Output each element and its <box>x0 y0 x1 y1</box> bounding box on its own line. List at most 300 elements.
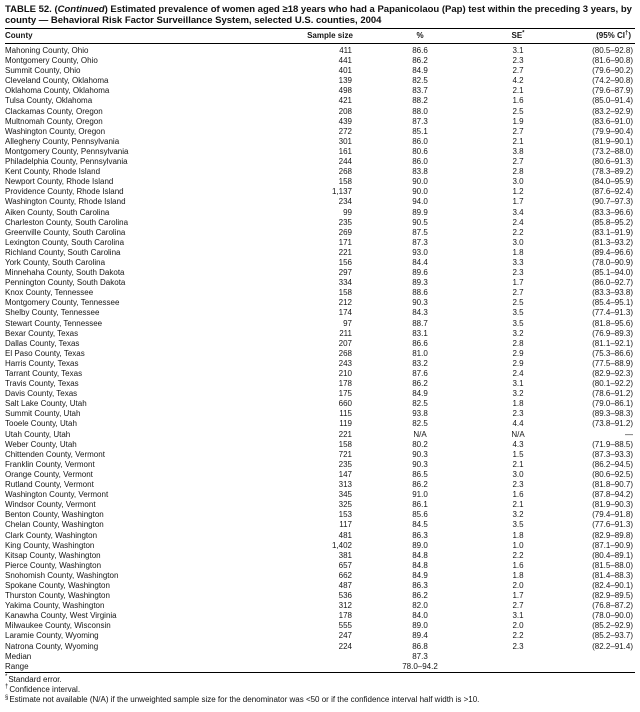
cell-county: Minnehaha County, South Dakota <box>5 268 125 278</box>
cell-sample: 421 <box>338 96 352 106</box>
cell-sample: 156 <box>338 257 352 267</box>
cell-sample: 161 <box>338 146 352 156</box>
cell-ci: (83.3–93.8) <box>592 288 633 298</box>
cell-sample: 175 <box>338 389 352 399</box>
cell-ci: (85.0–91.4) <box>592 96 633 106</box>
cell-ci: (82.2–91.4) <box>592 641 633 651</box>
cell-se: 1.6 <box>512 560 524 570</box>
cell-ci: (85.4–95.1) <box>592 298 633 308</box>
cell-sample: 211 <box>339 328 352 338</box>
cell-se: 2.3 <box>512 480 524 490</box>
cell-se: 2.3 <box>512 56 524 66</box>
cell-se: 2.7 <box>512 126 524 136</box>
cell-sample: 139 <box>338 76 352 86</box>
cell-sample: 207 <box>338 338 352 348</box>
cell-pct: 84.5 <box>412 520 428 530</box>
cell-se: 3.1 <box>512 611 524 621</box>
table-row <box>5 541 635 551</box>
cell-se: 3.0 <box>512 469 524 479</box>
cell-county: Richland County, South Carolina <box>5 247 121 257</box>
table-row <box>5 258 635 268</box>
cell-pct: 82.5 <box>412 399 428 409</box>
table-row <box>5 389 635 399</box>
table-row <box>5 308 635 318</box>
cell-ci: (83.2–92.9) <box>592 106 633 116</box>
cell-ci: (76.8–87.2) <box>592 601 633 611</box>
cell-sample: 224 <box>338 641 352 651</box>
cell-sample: 117 <box>339 520 352 530</box>
cell-ci: (81.1–92.1) <box>592 338 633 348</box>
cell-pct: 86.5 <box>412 469 428 479</box>
cell-pct: 88.6 <box>412 288 428 298</box>
summary-row <box>5 662 635 673</box>
table-body <box>5 44 635 673</box>
cell-pct: 90.5 <box>412 217 428 227</box>
cell-pct: 80.6 <box>412 146 428 156</box>
cell-ci <box>556 652 635 662</box>
footnote-symbol: § <box>5 694 9 701</box>
cell-sample: 334 <box>338 278 352 288</box>
cell-se: 2.2 <box>512 631 524 641</box>
table-row <box>5 329 635 339</box>
table-row <box>5 490 635 500</box>
table-row <box>5 228 635 238</box>
cell-se: 2.8 <box>512 167 524 177</box>
cell-se: 2.1 <box>512 500 524 510</box>
cell-sample: 153 <box>338 510 352 520</box>
table-row <box>5 44 635 57</box>
cell-county: Franklin County, Vermont <box>5 459 95 469</box>
cell-ci: (77.5–88.9) <box>592 358 633 368</box>
cell-se: 2.7 <box>512 288 524 298</box>
cell-county: Summit County, Utah <box>5 409 81 419</box>
cell-se: 2.2 <box>512 550 524 560</box>
cell-county: Natrona County, Wyoming <box>5 641 99 651</box>
summary-row <box>5 652 635 662</box>
cell-sample: 97 <box>343 318 352 328</box>
cell-county: Harris County, Texas <box>5 358 79 368</box>
table-row <box>5 218 635 228</box>
cell-sample: 99 <box>343 207 352 217</box>
cell-se: 1.8 <box>512 530 524 540</box>
table-row <box>5 268 635 278</box>
table-row <box>5 208 635 218</box>
table-row <box>5 621 635 631</box>
cell-county: Travis County, Texas <box>5 379 79 389</box>
cell-county: Kanawha County, West Virginia <box>5 611 117 621</box>
cell-pct: 89.0 <box>412 540 428 550</box>
table-row <box>5 137 635 147</box>
cell-pct: 90.3 <box>412 298 428 308</box>
cell-sample <box>300 652 360 662</box>
footnote-symbol: * <box>5 674 8 681</box>
cell-pct: 88.7 <box>412 318 428 328</box>
cell-sample: 221 <box>338 429 352 439</box>
cell-ci: (81.3–93.2) <box>592 237 633 247</box>
cell-county: Washington County, Vermont <box>5 490 109 500</box>
cell-county: Washington County, Oregon <box>5 126 106 136</box>
table-title <box>5 4 635 26</box>
col-header-county: County <box>5 29 300 44</box>
cell-ci: (81.8–95.6) <box>592 318 633 328</box>
table-row <box>5 500 635 510</box>
cell-pct: 83.7 <box>412 86 428 96</box>
cell-sample: 158 <box>338 439 352 449</box>
cell-pct: 85.6 <box>412 510 428 520</box>
cell-pct: 84.3 <box>412 308 428 318</box>
cell-pct: 84.8 <box>412 560 428 570</box>
table-title-prefix: TABLE 52. ( <box>5 4 58 15</box>
cell-county: Montgomery County, Pennsylvania <box>5 146 129 156</box>
cell-ci: (71.9–88.5) <box>592 439 633 449</box>
cell-sample: 158 <box>338 177 352 187</box>
cell-ci: (85.1–94.0) <box>592 268 633 278</box>
cell-pct: 87.3 <box>412 237 428 247</box>
cell-sample: 119 <box>339 419 352 429</box>
cell-pct: 82.5 <box>412 419 428 429</box>
cell-se: 1.8 <box>512 247 524 257</box>
cell-se: 1.7 <box>512 278 524 288</box>
cell-ci: (77.4–91.3) <box>592 308 633 318</box>
cell-ci: (90.7–97.3) <box>592 197 633 207</box>
cell-county: Philadelphia County, Pennsylvania <box>5 157 128 167</box>
cell-sample: 325 <box>338 500 352 510</box>
header-row <box>5 29 635 44</box>
cell-county: Utah County, Utah <box>5 429 71 439</box>
cell-pct: 89.3 <box>412 278 428 288</box>
cell-ci: (73.8–91.2) <box>592 419 633 429</box>
cell-pct: 86.2 <box>412 379 428 389</box>
cell-ci: (78.3–89.2) <box>592 167 633 177</box>
cell-county: Newport County, Rhode Island <box>5 177 114 187</box>
cell-pct: 86.1 <box>412 500 428 510</box>
cell-sample: 147 <box>338 469 352 479</box>
table-header <box>5 29 635 44</box>
footnote: §Estimate not available (N/A) if the unweighted sample size for the denominator was <50 or if the confidence interval half width is >10. <box>5 694 480 705</box>
cell-county: Laramie County, Wyoming <box>5 631 99 641</box>
cell-county: Montgomery County, Tennessee <box>5 298 120 308</box>
ci-dagger: † <box>624 30 629 37</box>
table-row <box>5 551 635 561</box>
cell-pct: 89.4 <box>412 631 428 641</box>
cell-se: 3.0 <box>512 237 524 247</box>
cell-ci: (86.2–94.5) <box>592 459 633 469</box>
cell-ci: (73.2–88.0) <box>592 146 633 156</box>
cell-sample: 268 <box>338 348 352 358</box>
cell-ci: (85.2–92.9) <box>592 621 633 631</box>
table-row <box>5 642 635 652</box>
cell-ci: (80.4–89.1) <box>592 550 633 560</box>
cell-ci: (83.1–91.9) <box>592 227 633 237</box>
cell-se: 1.2 <box>512 187 524 197</box>
table-row <box>5 197 635 207</box>
col-header-ci <box>556 29 635 44</box>
cell-ci: (87.8–94.2) <box>592 490 633 500</box>
table-row <box>5 450 635 460</box>
cell-pct: 87.3 <box>412 651 428 661</box>
table-row <box>5 611 635 621</box>
cell-county: Tarrant County, Texas <box>5 369 83 378</box>
cell-pct: 93.8 <box>412 409 428 419</box>
col-header-percent: % <box>360 29 480 44</box>
cell-ci: (79.0–86.1) <box>592 399 633 409</box>
cell-county: Shelby County, Tennessee <box>5 308 100 318</box>
cell-ci: (85.2–93.7) <box>592 631 633 641</box>
table-row <box>5 409 635 419</box>
cell-sample: 301 <box>338 136 352 146</box>
cell-county: Chittenden County, Vermont <box>5 449 105 459</box>
cell-se: 3.1 <box>512 46 524 55</box>
cell-sample: 439 <box>338 116 352 126</box>
cell-ci: (81.9–90.1) <box>592 136 633 146</box>
pap-test-prevalence-table <box>5 28 635 673</box>
cell-pct: 85.1 <box>412 126 428 136</box>
cell-ci: (82.9–89.8) <box>592 530 633 540</box>
cell-pct: 78.0–94.2 <box>402 661 438 671</box>
table-row <box>5 430 635 440</box>
cell-county: Knox County, Tennessee <box>5 288 94 298</box>
cell-pct: 82.0 <box>412 601 428 611</box>
cell-county: Snohomish County, Washington <box>5 570 119 580</box>
table-row <box>5 510 635 520</box>
footnotes <box>5 675 635 706</box>
cell-county: Washington County, Rhode Island <box>5 197 126 207</box>
cell-sample: 1,137 <box>331 187 352 197</box>
cell-county: Rutland County, Vermont <box>5 480 94 490</box>
cell-se <box>480 652 556 662</box>
table-row <box>5 520 635 530</box>
cell-pct: 90.0 <box>412 177 428 187</box>
cell-ci: (87.6–92.4) <box>592 187 633 197</box>
table-row <box>5 56 635 66</box>
cell-county: Pierce County, Washington <box>5 560 102 570</box>
cell-pct: 93.0 <box>412 247 428 257</box>
cell-sample: 221 <box>338 247 352 257</box>
cell-county: Weber County, Utah <box>5 439 77 449</box>
se-label: SE <box>511 31 523 40</box>
cell-pct: 84.9 <box>412 66 428 76</box>
cell-sample: 269 <box>338 227 352 237</box>
cell-pct: 84.8 <box>412 550 428 560</box>
cell-county: Greenville County, South Carolina <box>5 227 126 237</box>
cell-sample: 210 <box>338 369 352 378</box>
cell-pct: 86.2 <box>412 591 428 601</box>
cell-county: Allegheny County, Pennsylvania <box>5 136 120 146</box>
cell-pct: 89.9 <box>412 207 428 217</box>
cell-county: Milwaukee County, Wisconsin <box>5 621 111 631</box>
cell-county: Thurston County, Washington <box>5 591 110 601</box>
cell-county: Tulsa County, Oklahoma <box>5 96 93 106</box>
cell-county: Cleveland County, Oklahoma <box>5 76 109 86</box>
cell-pct: 86.6 <box>412 46 428 55</box>
cell-pct: 84.0 <box>412 611 428 621</box>
cell-sample: 401 <box>338 66 352 76</box>
cell-se: 1.6 <box>512 490 524 500</box>
cell-sample: 313 <box>338 480 352 490</box>
cell-pct: 80.2 <box>412 439 428 449</box>
cell-county: Chelan County, Washington <box>5 520 104 530</box>
cell-sample: 115 <box>339 409 352 419</box>
cell-county: Mahoning County, Ohio <box>5 46 89 55</box>
cell-se: 2.0 <box>512 621 524 631</box>
cell-sample: 297 <box>338 268 352 278</box>
cell-county: Providence County, Rhode Island <box>5 187 124 197</box>
cell-pct: 89.6 <box>412 268 428 278</box>
cell-ci: (74.2–90.8) <box>592 76 633 86</box>
cell-sample: 244 <box>338 157 352 167</box>
cell-sample: 235 <box>338 459 352 469</box>
cell-ci: (80.6–91.3) <box>592 157 633 167</box>
cell-pct: 84.9 <box>412 389 428 399</box>
cell-county: Clark County, Washington <box>5 530 98 540</box>
cell-pct: 84.4 <box>412 257 428 267</box>
cell-sample: 174 <box>338 308 352 318</box>
cell-county: Benton County, Washington <box>5 510 104 520</box>
table-row <box>5 187 635 197</box>
cell-se: 4.4 <box>512 419 524 429</box>
cell-sample: 208 <box>338 106 352 116</box>
table-row <box>5 147 635 157</box>
cell-pct: 87.3 <box>412 116 428 126</box>
cell-sample: 178 <box>338 611 352 621</box>
cell-ci <box>556 662 635 673</box>
table-row <box>5 379 635 389</box>
se-asterisk: * <box>522 30 525 37</box>
cell-pct: 87.6 <box>412 369 428 378</box>
cell-county: El Paso County, Texas <box>5 348 85 358</box>
cell-se: 2.4 <box>512 369 524 378</box>
table-row <box>5 288 635 298</box>
cell-se <box>480 662 556 673</box>
cell-ci: (89.4–96.6) <box>592 247 633 257</box>
cell-se: 2.0 <box>512 580 524 590</box>
cell-se: 1.8 <box>512 399 524 409</box>
cell-ci: (83.6–91.0) <box>592 116 633 126</box>
cell-ci: (83.3–96.6) <box>592 207 633 217</box>
cell-se: 2.3 <box>512 268 524 278</box>
cell-sample: 268 <box>338 167 352 177</box>
cell-pct: 82.5 <box>412 76 428 86</box>
cell-county: Range <box>5 661 29 671</box>
cell-se: 2.5 <box>512 298 524 308</box>
cell-ci: (78.6–91.2) <box>592 389 633 399</box>
table-row <box>5 460 635 470</box>
cell-ci: (89.3–98.3) <box>592 409 633 419</box>
cell-ci: — <box>625 429 633 439</box>
cell-sample: 247 <box>338 631 352 641</box>
cell-county: Aiken County, South Carolina <box>5 207 110 217</box>
cell-county: Multnomah County, Oregon <box>5 116 103 126</box>
cell-sample: 171 <box>338 237 352 247</box>
cell-sample: 272 <box>338 126 352 136</box>
cell-sample: 662 <box>338 570 352 580</box>
table-row <box>5 167 635 177</box>
cell-sample: 243 <box>338 358 352 368</box>
table-row <box>5 440 635 450</box>
cell-se: 2.8 <box>512 338 524 348</box>
table-row <box>5 399 635 409</box>
table-row <box>5 107 635 117</box>
cell-sample: 178 <box>338 379 352 389</box>
table-row <box>5 561 635 571</box>
cell-sample: 381 <box>338 550 352 560</box>
table-row <box>5 349 635 359</box>
cell-county: Stewart County, Tennessee <box>5 318 103 328</box>
cell-pct: 83.1 <box>412 328 428 338</box>
table-row <box>5 359 635 369</box>
cell-county: Median <box>5 651 32 661</box>
cell-ci: (81.6–90.8) <box>592 56 633 66</box>
cell-se: 3.2 <box>512 389 524 399</box>
cell-se: 4.2 <box>512 76 524 86</box>
table-row <box>5 581 635 591</box>
cell-ci: (79.9–90.4) <box>592 126 633 136</box>
cell-county: Montgomery County, Ohio <box>5 56 98 66</box>
table-row <box>5 470 635 480</box>
cell-pct: 90.3 <box>412 449 428 459</box>
cell-se: 2.1 <box>512 136 524 146</box>
table-row <box>5 480 635 490</box>
cell-sample: 660 <box>338 399 352 409</box>
cell-county: Salt Lake County, Utah <box>5 399 87 409</box>
cell-sample: 235 <box>338 217 352 227</box>
cell-ci: (82.4–90.1) <box>592 580 633 590</box>
cell-se: 3.5 <box>512 520 524 530</box>
cell-pct: 86.3 <box>412 580 428 590</box>
table-row <box>5 591 635 601</box>
cell-sample: 158 <box>338 288 352 298</box>
cell-ci: (82.9–92.3) <box>592 369 633 378</box>
cell-pct: 83.2 <box>412 358 428 368</box>
cell-pct: 87.5 <box>412 227 428 237</box>
cell-county: Orange County, Vermont <box>5 469 93 479</box>
cell-se: N/A <box>511 429 525 439</box>
cell-se: 1.0 <box>512 540 524 550</box>
cell-ci: (79.6–90.2) <box>592 66 633 76</box>
cell-sample: 481 <box>338 530 352 540</box>
cell-county: Davis County, Texas <box>5 389 78 399</box>
cell-se: 2.7 <box>512 601 524 611</box>
table-row <box>5 76 635 86</box>
table-row <box>5 319 635 329</box>
footnote: †Confidence interval. <box>5 684 81 695</box>
table-row <box>5 419 635 429</box>
cell-se: 4.3 <box>512 439 524 449</box>
footnote: *Standard error. <box>5 674 62 684</box>
table-row <box>5 339 635 349</box>
cell-se: 2.9 <box>512 358 524 368</box>
cell-pct: N/A <box>413 429 427 439</box>
cell-pct: 94.0 <box>412 197 428 207</box>
cell-pct: 86.2 <box>412 480 428 490</box>
cell-pct: 86.0 <box>412 157 428 167</box>
table-title-continued: Continued <box>57 4 105 15</box>
cell-pct: 84.9 <box>412 570 428 580</box>
cell-ci: (87.1–90.9) <box>592 540 633 550</box>
cell-se: 3.2 <box>512 328 524 338</box>
cell-county: Pennington County, South Dakota <box>5 278 126 288</box>
cell-se: 2.5 <box>512 106 524 116</box>
cell-se: 2.4 <box>512 217 524 227</box>
table-row <box>5 571 635 581</box>
cell-pct: 91.0 <box>412 490 428 500</box>
cell-sample: 721 <box>338 449 352 459</box>
table-row <box>5 157 635 167</box>
cell-sample: 555 <box>338 621 352 631</box>
table-row <box>5 531 635 541</box>
cell-se: 2.1 <box>512 86 524 96</box>
cell-ci: (82.9–89.5) <box>592 591 633 601</box>
